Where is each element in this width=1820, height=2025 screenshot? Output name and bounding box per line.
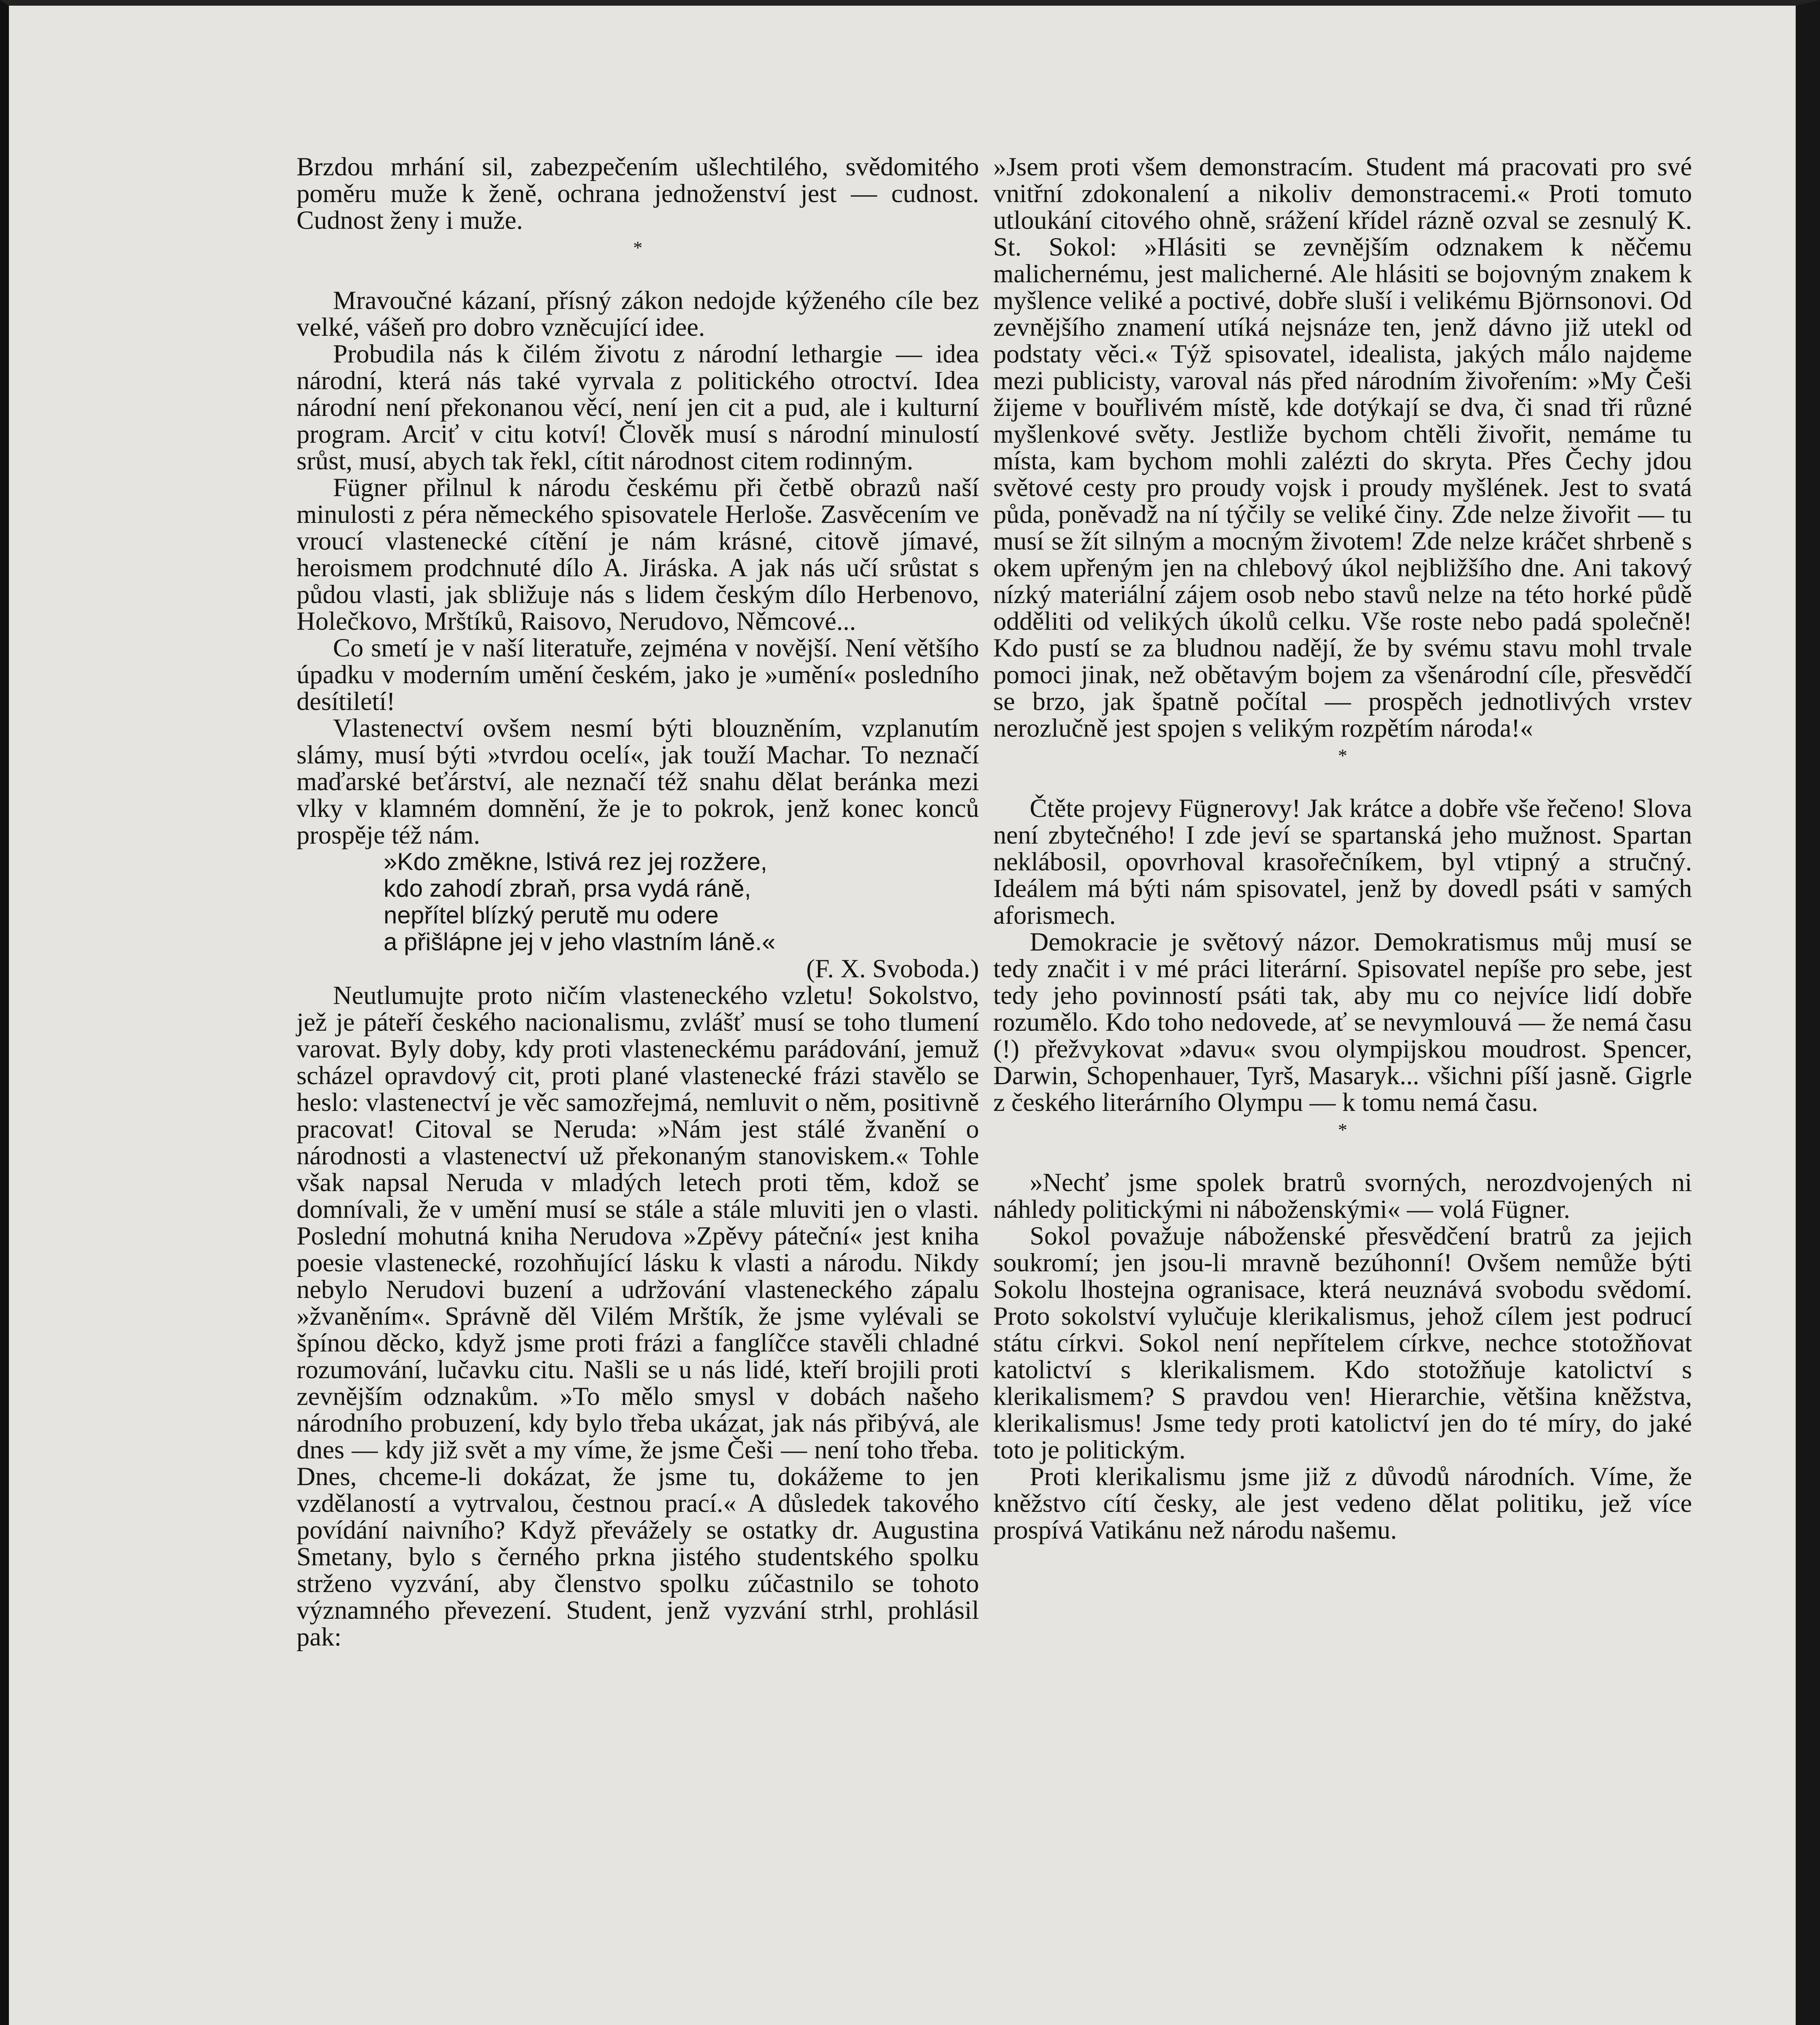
paragraph: Demokracie je světový názor. Demokratismus můj musí se tedy značit i v mé práci literární. Spisovatel nepíše pro sebe, jest tedy jeho povinností psáti tak, aby mu co nejvíce lidí dobře rozumělo. Kdo toho nedovede, ať se nevymlouvá — že nemá času (!) přežvykovat »davu« svou olympijskou moudrost. Spencer, Darwin, Schopenhauer, Tyrš, Masaryk... všichni píší jasně. Gigrle z českého literárního Olympu — k tomu nemá času.	[993, 927, 1692, 1117]
left-column	[297, 153, 979, 1650]
poem-line: nepřítel blízký perutě mu odere	[384, 902, 719, 929]
section-separator: *	[1338, 745, 1347, 766]
poem-line: a přišlápne jej v jeho vlastním láně.«	[384, 928, 776, 955]
paragraph: Probudila nás k čilém životu z národní lethargie — idea národní, která nás také vyrvala z politického otroctví. Idea národní není překonanou věcí, není jen cit a pud, ale i kulturní program. Arciť v citu kotví! Člověk musí s národní minulostí srůst, musí, abych tak řekl, cítit národnost citem rodinným.	[297, 339, 979, 475]
section-separator: *	[633, 237, 642, 258]
poem-line: kdo zahodí zbraň, prsa vydá ráně,	[384, 875, 751, 902]
section-separator: *	[1338, 1119, 1347, 1140]
paragraph: Mravoučné kázaní, přísný zákon nedojde kýženého cíle bez velké, vášeň pro dobro vzněcující idee.	[297, 286, 979, 341]
poem-attribution: (F. X. Svoboda.)	[806, 954, 979, 983]
paragraph: Brzdou mrhání sil, zabezpečením ušlechtilého, svědomitého poměru muže k ženě, ochrana jednoženství jest — cudnost. Cudnost ženy i muže.	[297, 152, 979, 234]
paragraph: Čtěte projevy Fügnerovy! Jak krátce a dobře vše řečeno! Slova není zbytečného! I zde jeví se spartanská jeho mužnost. Spartan neklábosil, opovrhoval krasořečníkem, byl vtipný a stručný. Ideálem má býti nám spisovatel, jenž by dovedl psáti v samých aforismech.	[993, 794, 1692, 929]
paragraph: Co smetí je v naší literatuře, zejména v novější. Není většího úpadku v moderním umění českém, jako je »umění« posledního desítiletí!	[297, 633, 979, 716]
paragraph: »Nechť jsme spolek bratrů svorných, nerozdvojených ni náhledy politickými ni náboženskými« — volá Fügner.	[993, 1168, 1692, 1224]
paragraph: »Jsem proti všem demonstracím. Student má pracovati pro své vnitřní zdokonalení a nikoliv demonstracemi.« Proti tomuto utloukání citového ohně, srážení křídel rázně ozval se zesnulý K. St. Sokol: »Hlásiti se zevnějším odznakem k něčemu malichernému, jest malicherné. Ale hlásiti se bojovným znakem k myšlence veliké a poctivé, dobře sluší i velikému Björnsonovi. Od zevnějšího znamení utíká nejsnáze ten, jenž dávno již utekl od podstaty věci.« Týž spisovatel, idealista, jakých málo najdeme mezi publicisty, varoval nás před národním živořením: »My Češi žijeme v bouřlivém místě, kde dotýkají se dva, či snad tři různé myšlenkové světy. Jestliže bychom chtěli živořit, nemáme tu místa, kam bychom mohli zalézti do skryta. Přes Čechy jdou světové cesty pro proudy vojsk i proudy myšlének. Jest to svatá půda, poněvadž na ní týčily se veliké činy. Zde nelze živořit — tu musí se žít silným a mocným životem! Zde nelze kráčet shrbeně s okem upřeným jen na chlebový úkol nejbližšího dne. Ani takový nízký materiální zájem osob nebo stavů nelze na této horké půdě odděliti od velikých úkolů celku. Vše roste nebo padá společně! Kdo pustí se za bludnou nadějí, že by svému stavu mohl trvale pomoci jinak, než obětavým bojem za všenárodní cíle, přesvědčí se brzo, jak špatně počítal — prospěch jednotlivých vrstev nerozlučně jest spojen s velikým rozpětím národa!«	[993, 152, 1692, 742]
paragraph: Fügner přilnul k národu českému při četbě obrazů naší minulosti z péra německého spisovatele Herloše. Zasvěcením ve vroucí vlastenecké cítění je nám krásné, citově jímavé, heroismem prodchnuté dílo A. Jiráska. A jak nás učí srůstat s půdou vlasti, jak sbližuje nás s lidem českým dílo Herbenovo, Holečkovo, Mrštíků, Raisovo, Nerudovo, Němcové...	[297, 473, 979, 635]
poem-line: »Kdo změkne, lstivá rez jej rozžere,	[384, 848, 768, 875]
paragraph: Neutlumujte proto ničím vlasteneckého vzletu! Sokolstvo, jež je páteří českého nacionalismu, zvlášť musí se toho tlumení varovat. Byly doby, kdy proti vlasteneckému parádování, jemuž scházel opravdový cit, proti plané vlastenecké frázi stavělo se heslo: vlastenectví je věc samozřejmá, nemluvit o něm, positivně pracovat! Citoval se Neruda: »Nám jest stálé žvanění o národnosti a vlastenectví už překonaným stanoviskem.« Tohle však napsal Neruda v mladých letech proti těm, kdož se domnívali, že v umění musí se stále a stále mluviti jen o vlasti. Poslední mohutná kniha Nerudova »Zpěvy páteční« jest kniha poesie vlastenecké, rozohňující lásku k vlasti a národu. Nikdy nebylo Nerudovi buzení a udržování vlasteneckého zápalu »žvaněním«. Správně děl Vilém Mrštík, že jsme vylévali se špínou děcko, když jsme proti frázi a fanglíčce stavěli chladné rozumování, lučavku citu. Našli se u nás lidé, kteří brojili proti zevnějším odznakům. »To mělo smysl v dobách našeho národního probuzení, kdy bylo třeba ukázat, jak nás přibývá, ale dnes — kdy již svět a my víme, že jsme Češi — není toho třeba. Dnes, chceme-li dokázat, že jsme tu, dokážeme to jen vzdělaností a vytrvalou, čestnou prací.« A důsledek takového povídání naivního? Když převážely se ostatky dr. Augustina Smetany, bylo s černého prkna jistého studentského spolku strženo vyzvání, aby členstvo spolku zúčastnilo se tohoto významného převezení. Student, jenž vyzvání strhl, prohlásil pak:	[297, 981, 979, 1651]
poem-quote	[297, 848, 979, 955]
paragraph: Proti klerikalismu jsme již z důvodů národních. Víme, že kněžstvo cítí česky, ale jest vedeno dělat politiku, jež více prospívá Vatikánu než národu našemu.	[993, 1462, 1692, 1544]
right-column	[993, 153, 1692, 1543]
paragraph: Sokol považuje náboženské přesvědčení bratrů za jejich soukromí; jen jsou-li mravně bezúhonní! Ovšem nemůže býti Sokolu lhostejna ogranisace, která neuznává svobodu svědomí. Proto sokolství vylučuje klerikalismus, jehož cílem jest podrucí státu církvi. Sokol není nepřítelem církve, nechce stotožňovat katolictví s klerikalismem. Kdo stotožňuje katolictví s klerikalismem? S pravdou ven! Hierarchie, většina kněžstva, klerikalismus! Jsme tedy proti katolictví jen do té míry, do jaké toto je politickým.	[993, 1221, 1692, 1464]
paragraph: Vlastenectví ovšem nesmí býti blouzněním, vzplanutím slámy, musí býti »tvrdou ocelí«, jak touží Machar. To neznačí maďarské beťárství, ale neznačí též snahu dělat beránka mezi vlky v klamném domnění, že je to pokrok, jenž konec konců prospěje též nám.	[297, 714, 979, 849]
